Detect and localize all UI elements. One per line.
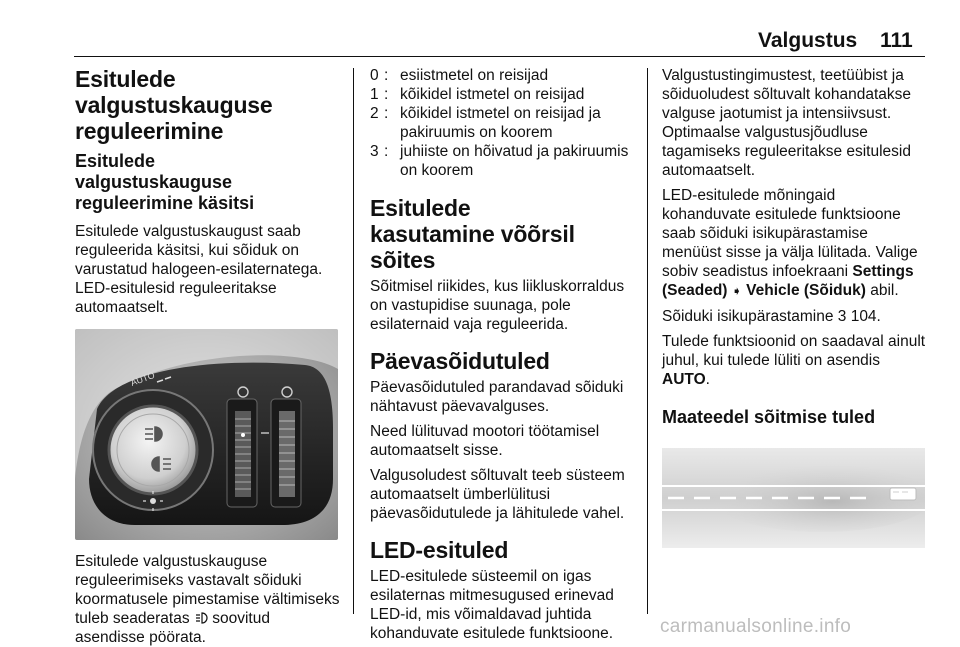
section-title: Valgustus [758,29,858,52]
column-2 [370,66,635,643]
auto-label: AUTO [662,371,706,388]
column-divider-1 [353,68,354,614]
list-item: 3 : juhiiste on hõivatud ja pakiruumis on koorem [370,143,629,179]
headlight-range-caption [75,552,343,647]
daytime-lights-title: Päevasõidutuled [370,348,550,374]
list-item: 1 : kõikidel istmetel on reisijad [370,86,585,103]
country-road-title: Maateedel sõitmise tuled [662,407,876,427]
list-item: 2 : kõikidel istmetel on reisijad ja pakiruumis on koorem [370,105,601,141]
column-3 [662,66,927,548]
column-1 [75,66,343,647]
auto-label: AUTO [129,369,157,388]
header-rule [74,56,925,57]
headlight-switch-photo [75,329,338,540]
headlight-range-title: Esitulede valgustuskauguse reguleerimine [75,66,273,144]
arrow-icon: ➧ [731,284,742,298]
vehicle-menu-label: Vehicle (Sõiduk) [746,282,866,299]
manual-range-paragraph: Esitulede valgustuskaugust saab reguleerida käsitsi, kui sõiduk on varustatud halogeen-esilaternatega. LED-esitulesid reguleeritakse automaatselt. [75,223,323,316]
manual-range-subtitle: Esitulede valgustuskauguse reguleerimine käsitsi [75,151,255,213]
abroad-title: Esitulede kasutamine võõrsil sõites [370,195,575,273]
caption-text-start: Esitulede valgustuskauguse reguleerimiseks vastavalt sõiduki koormatusele pimestamise vältimiseks tuleb seaderatas [75,553,340,627]
auto-paragraph: Tulede funktsioonid on saadaval ainult juhul, kui tulede lüliti on asendis AUTO. [662,333,926,388]
led-headlights-title: LED-esituled [370,537,509,563]
column-divider-2 [647,68,648,614]
page-reference: 3 104. [837,308,881,325]
daytime-paragraph-1: Päevasõidutuled parandavad sõiduki nähtavust päevavalguses. [370,379,624,415]
page-header [0,0,960,58]
headlight-range-icon [194,611,208,625]
personalisation-reference: Sõiduki isikupärastamine 3 104. [662,308,881,325]
daytime-paragraph-3: Valgusoludest sõltuvalt teeb süsteem automaatselt ümberlülitusi päevasõidutulede ja lähitulede vahel. [370,467,625,522]
daytime-paragraph-2: Need lülituvad mootori töötamisel automaatselt sisse. [370,423,600,459]
list-item: 0 : esiistmetel on reisijad [370,67,549,84]
headlight-switch-illustration [75,329,338,540]
settings-menu-label: Settings (Seaded) [662,263,914,299]
range-settings-list [370,66,635,180]
caption-text-end: soovitud asendisse pöörata. [75,610,270,646]
road-light-illustration [662,448,925,548]
watermark-footer: carmanualsonline.info [660,616,852,637]
page-number: 111 [880,29,913,52]
personalisation-paragraph: LED-esitulede mõningaid kohanduvate esitulede funktsioone saab sõiduki isikupärastamise menüüst sisse ja välja lülitada. Valige sobiv seadistus infoekraani Settings (Seaded) ➧ Vehicle (Sõiduk) abil. [662,187,918,299]
led-paragraph: LED-esitulede süsteemil on igas esilaternas mitmesugused erinevad LED-id, mis võimaldavad juhtida kohanduvate esitulede funktsioone. [370,568,614,642]
abroad-paragraph: Sõitmisel riikides, kus liikluskorraldus on vastupidise suunaga, pole esilaternaid vaja reguleerida. [370,278,625,333]
country-road-illustration [662,448,925,548]
adaptive-paragraph: Valgustustingimustest, teetüübist ja sõiduoludest sõltuvalt kohandatakse valguse jaotumist ja intensiivsust. Optimaalse valgustusjõudluse tagamiseks reguleeritakse esitulesid automaatselt. [662,67,912,179]
